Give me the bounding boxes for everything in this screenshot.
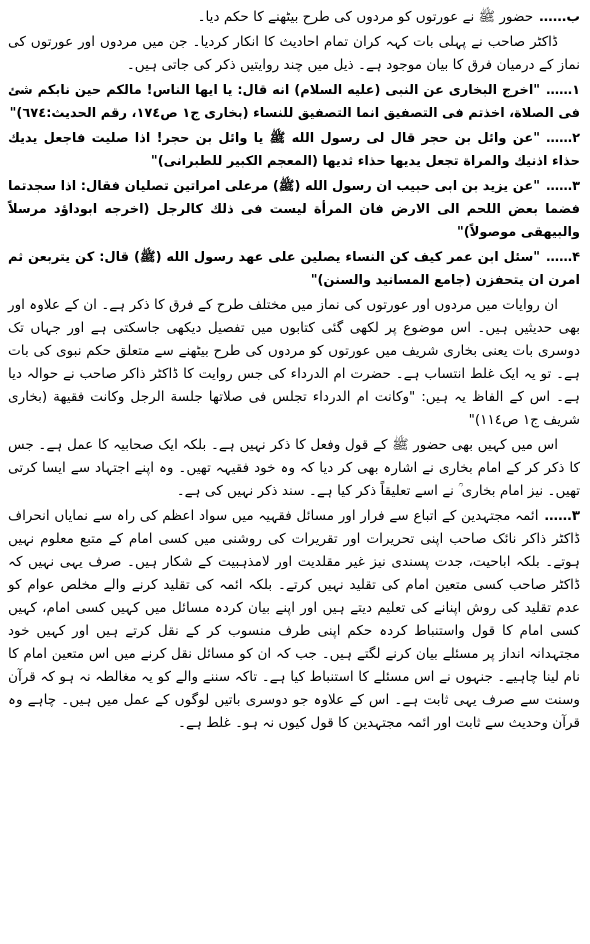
hadith-text: "عن یزید بن ابی حبیب ان رسول الله (ﷺ) مرعلی امراتین تصلیان فقال: اذا سجدتما فضما بعض اللحم الی الارض فان المرأة لیست فی ذلك كالرجل (اخرجه ابوداؤد مرسلاً والبیهقی موصولاً)" bbox=[8, 179, 580, 240]
hadith-text: "عن وائل بن حجر قال لی رسول الله ﷺ یا وائل بن حجر! اذا صلیت فاجعل یدیك حذاء اذنیك والمراة تجعل یدیها حذاء ثدیها (المعجم الکبیر للطبرانی)" bbox=[8, 131, 580, 169]
para-text: ان روایات میں مردوں اور عورتوں کی نماز میں مختلف طرح کے فرق کا ذکر ہے۔ ان کے علاوہ اور بھی حدیثیں ہیں۔ اس موضوع پر لکھی گئی کتابوں میں تفصیل دیکھی جاسکتی ہے اور جہاں تک دوسری بات یعنی بخاری شریف میں عورتوں کو مردوں کی طرح بیٹھنے سے متعلق حکم نبوی کی بات ہے۔ تو یہ ایک غلط انتساب ہے۔ حضرت ام الدرداء کی جس روایت کا ڈاکٹر ذاکر صاحب نے حوالہ دیا ہے۔ اس کے الفاظ یہ ہیں: "وکانت ام الدرداء تجلس فی صلاتها جلسة الرجل وکانت فقیهة (بخاری شریف ج۱ ص۱۱٤)" bbox=[8, 297, 580, 428]
para-text: اس میں کہیں بھی حضور ﷺ کے قول وفعل کا ذکر نہیں ہے۔ بلکہ ایک صحابیہ کا عمل ہے۔ جس کا ذکر کر کے امام بخاری نے اشارہ بھی کر دیا کہ وہ خود فقیہہ تھیں۔ وہ اپنے اجتہاد سے ایسا کرتی تھیں۔ نیز امام بخاری ؒ نے اسے تعلیقاً ذکر کیا ہے۔ سند ذکر نہیں کی ہے۔ bbox=[8, 437, 580, 499]
hadith-4 bbox=[8, 246, 580, 292]
item-marker: ۲…… bbox=[546, 131, 580, 146]
para-bukhari-note bbox=[8, 434, 580, 503]
hadith-2 bbox=[8, 127, 580, 173]
para-text: حضور ﷺ نے عورتوں کو مردوں کی طرح بیٹھنے کا حکم دیا۔ bbox=[197, 9, 534, 25]
hadith-3 bbox=[8, 175, 580, 244]
hadith-text: "سئل ابن عمر کیف کن النساء یصلین علی عهد رسول الله (ﷺ) قال: کن یتربعن ثم امرن ان یتحفزن (جامع المسانید والسنن)" bbox=[8, 250, 580, 288]
para-intro bbox=[8, 31, 580, 77]
item-marker: ۳…… bbox=[544, 508, 580, 524]
para-text: ائمہ مجتہدین کے اتباع سے فرار اور مسائل فقہیہ میں سواد اعظم کی راہ سے نمایاں انحراف ڈاکٹر ذاکر نائک صاحب اپنی تحریرات اور تقریرات کی روشنی میں کسی امام کے متبع معلوم نہیں ہوتے۔ بلکہ اباحیت، جدت پسندی نیز غیر مقلدیت اور لامذہبیت کے شکار ہیں۔ صرف یہی نہیں کہ ڈاکٹر صاحب کسی متعین امام کی تقلید نہیں کرتے۔ بلکہ ائمہ کی تقلید کرنے والے مخلص عوام کو عدم تقلید کی روش اپنانے کی تعلیم دیتے ہیں اور اپنے بیان کردہ مسائل میں کہیں کسی امام، کہیں کسی امام کا قول واستنباط کردہ حکم اپنی طرف منسوب کر کے نقل کرتے ہیں اور کہیں خود مجتہدانہ انداز پر مسئلے بیان کرنے لگتے ہیں۔ جب کہ ان کو مسائل نقل کرنے میں اس متعین امام کا نام لینا چاہیے۔ جنہوں نے اس مسئلے کا استنباط کیا ہے۔ تاکہ سننے والے کو یہ مغالطہ نہ ہو کہ قرآن وسنت سے صرف یہی ثابت ہے۔ اس کے علاوہ جو دوسری باتیں لوگوں کے عمل میں ہیں۔ چاہے وہ قرآن وحدیث سے ثابت اور ائمہ مجتہدین کا قول کیوں نہ ہو۔ غلط ہے۔ bbox=[8, 508, 580, 731]
item-marker: ۴…… bbox=[546, 250, 580, 265]
hadith-text: "اخرج البخاری عن النبی (علیه السلام) انه قال: یا ایها الناس! مالکم حین نابکم شئ فی الصلاة، اخذتم فی التصفیق انما التصفیق للنساء (بخاری ج۱ ص۱۷٤، رقم الحدیث:٦٧٤)" bbox=[8, 83, 580, 121]
hadith-1 bbox=[8, 79, 580, 125]
para-text: ڈاکٹر صاحب نے پہلی بات کہہ کران تمام احادیث کا انکار کردیا۔ جن میں مردوں اور عورتوں کی نماز کے درمیان فرق کا بیان موجود ہے۔ ذیل میں چند روایتیں ذکر کی جاتی ہیں۔ bbox=[8, 34, 580, 73]
para-heading-b bbox=[8, 6, 580, 29]
item-marker: ب…… bbox=[539, 9, 580, 25]
para-section-3 bbox=[8, 505, 580, 735]
item-marker: ۱…… bbox=[546, 83, 580, 98]
item-marker: ۳…… bbox=[546, 179, 580, 194]
para-discussion bbox=[8, 294, 580, 432]
